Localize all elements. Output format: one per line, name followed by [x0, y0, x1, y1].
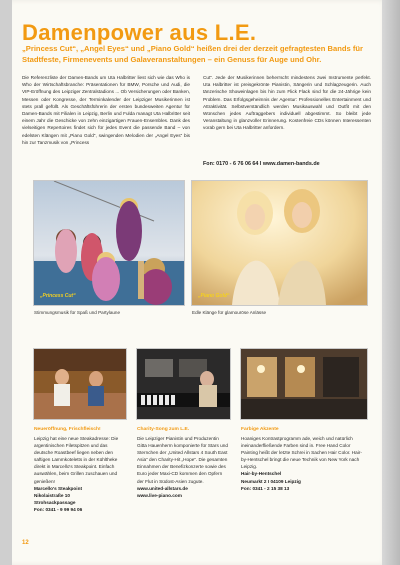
princess-cut-label: „Princess Cut“ [40, 293, 76, 299]
steakpoint-column [34, 435, 126, 513]
page-edge-shadow [382, 0, 400, 565]
charity-photo [136, 348, 231, 420]
princess-cut-caption: Stimmungsmusik für Spaß und Partylaune [34, 310, 121, 315]
article-column-1: Die Referenzliste der Damen-Bands um Uta Halbritter liest sich wie das Who is Who der Wirtschaftsbranche: Präsentationen für BMW, Porsche und Audi, die VIP-Eröffnung des Leipziger Zentralstadions ... Ob Versicherungen oder Banken, Messen oder Kongresse, der Terminkalender der Leipziger Musikerinnen ist stets prall gefüllt. Als Geschäftsführerin der ersten bundesweiten Agentur für Damen-Bands mit Filialen in Leipzig, Berlin und Fulda managt Uta Halbritter seit einem Jahr die Geschicke von zehn einzigartigen Frauen-Ensembles. Dank des vielseitigen Repertoires findet sich für jedes Event die passende Band – von edelsten Klängen mit „Piano Gold“, swingenden Melodien der „Angel Eyes“ bis hin zur Tanzmusik von „Princess [22, 75, 190, 145]
hair-salon-image [241, 349, 367, 419]
hair-phone: Fon: 0341 - 2 15 38 13 [241, 485, 290, 491]
charity-link-allstars[interactable]: www.united-allstars.de [137, 485, 188, 491]
steakpoint-phone: Fon: 0341 - 9 99 94 06 [34, 506, 83, 512]
piano-gold-label: „Piano Gold“ [198, 293, 230, 299]
hair-heading: Farbige Akzente [241, 427, 279, 432]
article-column-2: Cut“. Jede der Musikerinnen beherrscht mindestens zwei Instrumente perfekt. Uta Halbritter ist preisgekrönte Pianistin, Sängerin und Schlagzeugerin. Auch tänzerische Showeinlagen bis hin zum Flick Flack sind für die 24-Jährige kein Problem. Das Erfolgsgeheimnis der Agentur: Professionelles Entertainment und Attraktivität. Selbstverständlich werden Musikauswahl und Outfit mit den Wünschen jedes Auftraggebers individuell abgestimmt. So bleibt jede Veranstaltung in glanzvoller Erinnerung. Kostenfreie CDs können Interessenten vorab gern bei Uta Halbritter anfordern. [203, 75, 371, 131]
article-subtitle: „Princess Cut“, „Angel Eyes“ und „Piano Gold“ heißen drei der derzeit gefragtesten Bands für Stadtfeste, Firmenevents und Galaveranstaltungen – ein Genuss für Auge und Ohr. [22, 44, 363, 64]
princess-cut-image [34, 181, 184, 305]
piano-gold-caption: Edle Klänge für glamouröse Anlässe [192, 310, 267, 315]
hair-name: Hair-by-Hentschel [241, 471, 282, 477]
steakpoint-name: Marcello's Steakpoint [34, 485, 83, 491]
charity-link-piano[interactable]: www.live-piano.com [137, 492, 182, 498]
hair-text: Hoaniges Kontrastprogramm ade, weich und natürlich ineinanderfließende Farben sind in. Free Hand Color Painting heißt der letzte Schrei in Sachen Hair Color. Hair-by-Hentschel bringt die neue Technik von New York nach Leipzig. [241, 436, 362, 470]
steakpoint-heading: Neueröffnung, Frischfleisch! [34, 427, 101, 432]
piano-gold-photo [191, 180, 368, 306]
article-title: Damenpower aus L.E. [22, 20, 257, 45]
steakpoint-image [34, 349, 126, 419]
charity-text: Die Leipziger Pianistin und Produzentin Gitta Hauenherm komponierte für Stars und Sternchen der „United Allstars 4 South East Asia“ den Charity-Hit „Hope“. Die gesamten Einnahmen der Benefizkonzerte sowie des Euro jeder Maxi-CD kommen den Opfern der Flut in Südost-Asien zugute. [137, 436, 228, 484]
steakpoint-photo [33, 348, 127, 420]
hair-column [241, 435, 365, 492]
princess-cut-photo [33, 180, 185, 306]
steakpoint-address-2: Strohsackpassage [34, 499, 76, 505]
charity-column [137, 435, 229, 499]
contact-line: Fon: 0170 - 6 76 06 64 I www.damen-bands.de [203, 161, 320, 167]
piano-gold-image [192, 181, 367, 305]
steakpoint-text: Leipzig hat eine neue Steakadresse: Die argentinischen Filetspitzen und das deutsche Roastbeef liegen neben den saftigen Lammkoteletts in der Kühltheke direkt in Marcello's Steakpoint. Einfach auswählen, beim Grillen zuschauen und genießen! [34, 436, 119, 484]
page-number: 12 [22, 540, 29, 546]
charity-image [137, 349, 230, 419]
steakpoint-address: Nikolaistraße 10 [34, 492, 70, 498]
hair-salon-photo [240, 348, 368, 420]
hair-address: Neumarkt 2 I 04109 Leipzig [241, 478, 301, 484]
charity-heading: Charity-Song zum L.E. [137, 427, 190, 432]
